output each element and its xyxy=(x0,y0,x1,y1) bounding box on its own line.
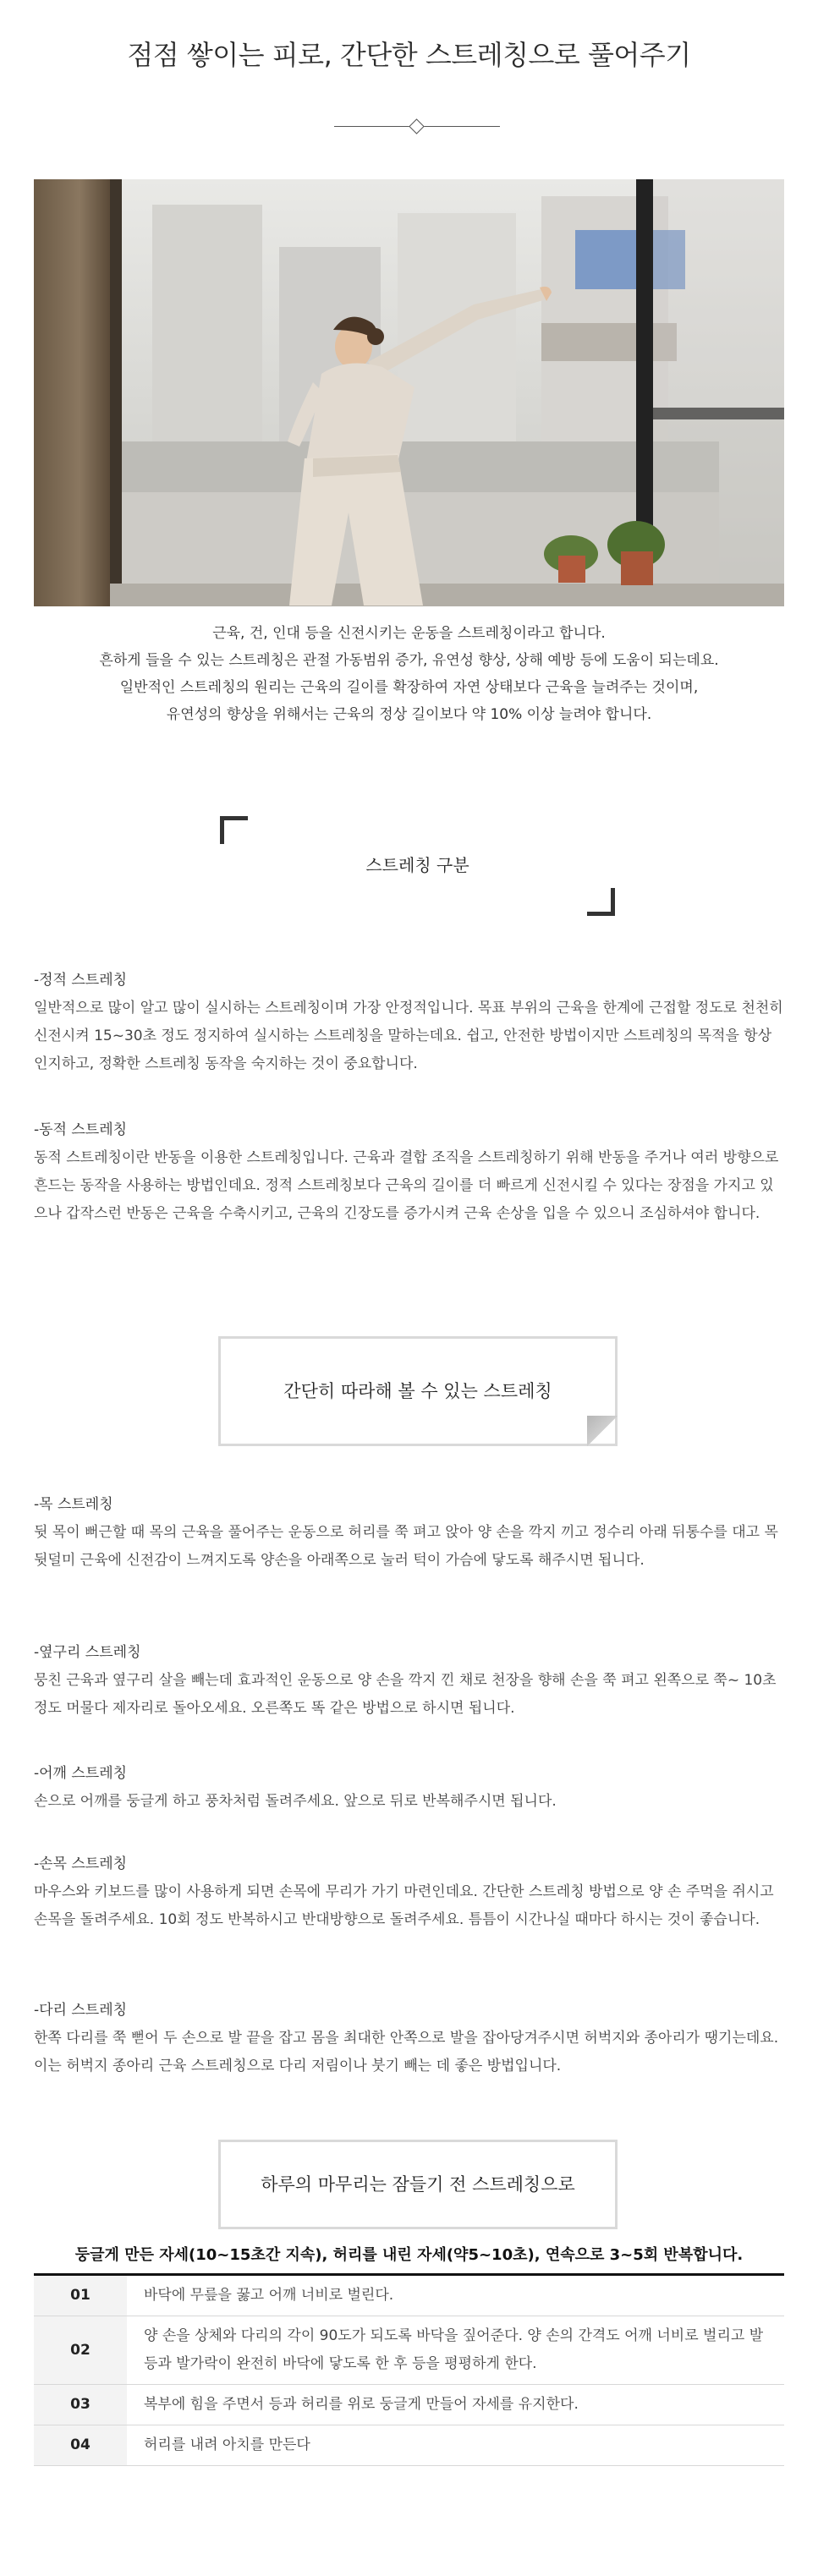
step-text: 양 손을 상체와 다리의 각이 90도가 되도록 바닥을 짚어준다. 양 손의 간격도 어깨 너비로 벌리고 발등과 발가락이 완전히 바닥에 닿도록 한 후 등을 평평하게 한다. xyxy=(144,2327,764,2372)
hero-image xyxy=(34,179,784,606)
subsection-body: 뭉친 근육과 옆구리 살을 빼는데 효과적인 운동으로 양 손을 깍지 낀 채로 천장을 향해 손을 쭉 펴고 왼쪽으로 쭉~ 10초정도 머물다 제자리로 돌아오세요. 오른쪽도 똑 같은 방법으로 하시면 됩니다. xyxy=(34,1672,777,1717)
section-heading-stretching-types xyxy=(220,816,615,916)
divider-diamond-icon xyxy=(409,118,424,134)
table-row xyxy=(34,2385,784,2425)
woman-stretching-illustration xyxy=(34,179,784,606)
subsection-body: 일반적으로 많이 알고 많이 실시하는 스트레칭이며 가장 안정적입니다. 목표 부위의 근육을 한계에 근접할 정도로 천천히 신전시켜 15~30초 정도 정지하여 실시하는 스트레칭을 말하는데요. 쉽고, 안전한 방법이지만 스트레칭의 목적을 항상 인지하고, 정확한 스트레칭 동작을 숙지하는 것이 중요합니다. xyxy=(34,1000,783,1072)
step-text: 바닥에 무릎을 꿇고 어깨 너비로 벌린다. xyxy=(144,2287,394,2304)
subsection-heading: -손목 스트레칭 xyxy=(34,1855,128,1872)
subsection-body: 뒷 목이 뻐근할 때 목의 근육을 풀어주는 운동으로 허리를 쭉 펴고 앉아 양 손을 깍지 끼고 정수리 아래 뒤통수를 대고 목 뒷덜미 근육에 신전감이 느껴지도록 양손을 아래쪽으로 눌러 턱이 가슴에 닿도록 해주시면 됩니다. xyxy=(34,1524,778,1569)
section-title: 간단히 따라해 볼 수 있는 스트레칭 xyxy=(283,1381,552,1401)
step-number: 02 xyxy=(34,2316,127,2385)
intro-line: 근육, 건, 인대 등을 신전시키는 운동을 스트레칭이라고 합니다. xyxy=(212,625,606,642)
section-title: 스트레칭 구분 xyxy=(365,855,469,875)
subsection-heading: -동적 스트레칭 xyxy=(34,1121,128,1138)
table-row xyxy=(34,2425,784,2466)
section-title: 하루의 마무리는 잠들기 전 스트레칭으로 xyxy=(261,2174,575,2195)
side-stretching-section xyxy=(34,1639,784,1723)
shoulder-stretching-section xyxy=(34,1760,784,1816)
table-row xyxy=(34,2316,784,2385)
page-fold-icon xyxy=(587,1416,618,1446)
subsection-heading: -옆구리 스트레칭 xyxy=(34,1644,141,1661)
steps-table xyxy=(34,2273,784,2466)
section-heading-bedtime-stretching xyxy=(218,2140,618,2229)
subsection-body: 한쪽 다리를 쭉 뻗어 두 손으로 발 끝을 잡고 몸을 최대한 안쪽으로 발을 잡아당겨주시면 허벅지와 종아리가 땡기는데요. 이는 허벅지 종아리 근육 스트레칭으로 다리 저림이나 붓기 빼는 데 좋은 방법입니다. xyxy=(34,2030,779,2075)
page-title: 점점 쌓이는 피로, 간단한 스트레칭으로 풀어주기 xyxy=(127,39,691,71)
step-number: 01 xyxy=(34,2275,127,2316)
step-text: 허리를 내려 아치를 만든다 xyxy=(144,2436,310,2453)
intro-line: 흔하게 들을 수 있는 스트레칭은 관절 가동범위 증가, 유연성 향상, 상해 예방 등에 도움이 되는데요. xyxy=(99,652,719,669)
subsection-body: 마우스와 키보드를 많이 사용하게 되면 손목에 무리가 가기 마련인데요. 간단한 스트레칭 방법으로 양 손 주먹을 쥐시고 손목을 돌려주세요. 10회 정도 반복하시고 반대방향으로 돌려주세요. 틈틈이 시간나실 때마다 하시는 것이 좋습니다. xyxy=(34,1883,774,1928)
section-heading-easy-stretching xyxy=(218,1336,618,1446)
bracket-bottom-right-icon xyxy=(587,888,615,916)
subsection-body: 손으로 어깨를 둥글게 하고 풍차처럼 돌려주세요. 앞으로 뒤로 반복해주시면 됩니다. xyxy=(34,1793,557,1810)
neck-stretching-section xyxy=(34,1491,784,1575)
table-row xyxy=(34,2275,784,2316)
step-number: 03 xyxy=(34,2385,127,2425)
title-divider xyxy=(334,118,500,135)
routine-summary: 둥글게 만든 자세(10~15초간 지속), 허리를 내린 자세(약5~10초), 연속으로 3~5회 반복합니다. xyxy=(74,2246,744,2264)
intro-text xyxy=(34,620,784,728)
bracket-top-left-icon xyxy=(220,816,248,844)
intro-line: 유연성의 향상을 위해서는 근육의 정상 길이보다 약 10% 이상 늘려야 합니다. xyxy=(166,706,652,723)
leg-stretching-section xyxy=(34,1997,784,2080)
static-stretching-section xyxy=(34,967,784,1078)
step-text: 복부에 힘을 주면서 등과 허리를 위로 둥글게 만들어 자세를 유지한다. xyxy=(144,2396,579,2413)
subsection-heading: -정적 스트레칭 xyxy=(34,972,128,989)
wrist-stretching-section xyxy=(34,1850,784,1934)
subsection-heading: -어깨 스트레칭 xyxy=(34,1765,128,1782)
subsection-body: 동적 스트레칭이란 반동을 이용한 스트레칭입니다. 근육과 결합 조직을 스트레칭하기 위해 반동을 주거나 여러 방향으로 흔드는 동작을 사용하는 방법인데요. 정적 스트레칭보다 근육의 길이를 더 빠르게 신전시킬 수 있다는 장점을 가지고 있으나 갑작스런 반동은 근육을 수축시키고, 근육의 긴장도를 증가시켜 근육 손상을 입을 수 있으니 조심하셔야 합니다. xyxy=(34,1149,779,1222)
dynamic-stretching-section xyxy=(34,1116,784,1228)
intro-line: 일반적인 스트레칭의 원리는 근육의 길이를 확장하여 자연 상태보다 근육을 늘려주는 것이며, xyxy=(119,679,699,696)
subsection-heading: -목 스트레칭 xyxy=(34,1496,113,1513)
step-number: 04 xyxy=(34,2425,127,2466)
subsection-heading: -다리 스트레칭 xyxy=(34,2002,128,2019)
